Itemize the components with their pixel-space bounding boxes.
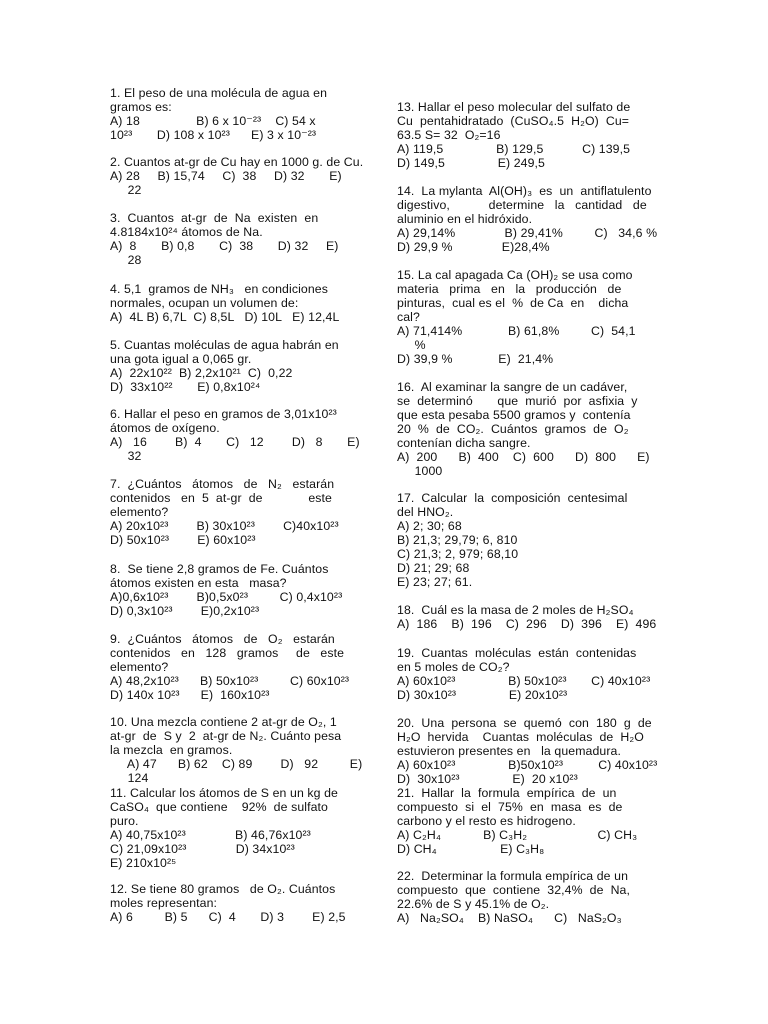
question-12-line: A) 6 B) 5 C) 4 D) 3 E) 2,5 xyxy=(110,910,346,924)
question-13-line: Cu pentahidratado (CuSO₄.5 H₂O) Cu= xyxy=(397,114,630,128)
question-22-line: A) Na₂SO₄ B) NaSO₄ C) NaS₂O₃ xyxy=(397,911,622,925)
question-17-line: B) 21,3; 29,79; 6, 810 xyxy=(397,533,518,547)
question-4-line: 4. 5,1 gramos de NH₃ en condiciones xyxy=(110,282,328,296)
question-14-line: D) 29,9 % E)28,4% xyxy=(397,240,550,254)
question-2-line: 22 xyxy=(110,183,142,197)
question-2-line: A) 28 B) 15,74 C) 38 D) 32 E) xyxy=(110,169,342,183)
question-16-line: se determinó que murió por asfixia y xyxy=(397,394,638,408)
question-8-line: D) 0,3x10²³ E)0,2x10²³ xyxy=(110,604,260,618)
question-20-line: A) 60x10²³ B)50x10²³ C) 40x10²³ xyxy=(397,758,658,772)
question-11-line: E) 210x10²⁵ xyxy=(110,856,177,870)
question-2-line: 2. Cuantos at-gr de Cu hay en 1000 g. de Cu. xyxy=(110,155,364,169)
question-10-line: A) 47 B) 62 C) 89 D) 92 E) xyxy=(110,757,363,771)
question-19-line: 19. Cuantas moléculas están contenidas xyxy=(397,646,637,660)
question-19-line: D) 30x10²³ E) 20x10²³ xyxy=(397,688,568,702)
question-17-line: D) 21; 29; 68 xyxy=(397,561,470,575)
question-16-line: A) 200 B) 400 C) 600 D) 800 E) xyxy=(397,450,650,464)
question-9-line: elemento? xyxy=(110,660,169,674)
question-9-line: 9. ¿Cuántos átomos de O₂ estarán xyxy=(110,632,335,646)
question-10-line: 10. Una mezcla contiene 2 at-gr de O₂, 1 xyxy=(110,715,337,729)
question-18-line: 18. Cuál es la masa de 2 moles de H₂SO₄ xyxy=(397,603,634,617)
question-15-line: materia prima en la producción de xyxy=(397,282,622,296)
question-8-line: átomos existen en esta masa? xyxy=(110,576,287,590)
question-8-line: 8. Se tiene 2,8 gramos de Fe. Cuántos xyxy=(110,562,329,576)
question-15-line: % xyxy=(397,338,426,352)
question-17-line: del HNO₂. xyxy=(397,505,454,519)
question-19-line: en 5 moles de CO₂? xyxy=(397,660,510,674)
question-17-line: C) 21,3; 2, 979; 68,10 xyxy=(397,547,519,561)
question-22-line: 22.6% de S y 45.1% de O₂. xyxy=(397,897,550,911)
question-12-line: 12. Se tiene 80 gramos de O₂. Cuántos xyxy=(110,882,336,896)
question-9-line: A) 48,2x10²³ B) 50x10²³ C) 60x10²³ xyxy=(110,674,350,688)
question-1-line: 1. El peso de una molécula de agua en xyxy=(110,86,328,100)
question-15-line: cal? xyxy=(397,310,420,324)
question-9-line: D) 140x 10²³ E) 160x10²³ xyxy=(110,688,270,702)
question-7-line: A) 20x10²³ B) 30x10²³ C)40x10²³ xyxy=(110,519,339,533)
question-10-line: la mezcla en gramos. xyxy=(110,743,233,757)
question-6-line: 32 xyxy=(110,449,142,463)
question-19-line: A) 60x10²³ B) 50x10²³ C) 40x10²³ xyxy=(397,674,651,688)
question-15-line: D) 39,9 % E) 21,4% xyxy=(397,352,554,366)
question-20-line: 20. Una persona se quemó con 180 g de xyxy=(397,716,652,730)
question-5-line: una gota igual a 0,065 gr. xyxy=(110,352,252,366)
question-17-line: A) 2; 30; 68 xyxy=(397,519,462,533)
question-5-line: 5. Cuantas moléculas de agua habrán en xyxy=(110,338,339,352)
question-11-line: A) 40,75x10²³ B) 46,76x10²³ xyxy=(110,828,311,842)
question-11-line: puro. xyxy=(110,814,139,828)
question-15-line: pinturas, cual es el % de Ca en dicha xyxy=(397,296,629,310)
question-21-line: carbono y el resto es hidrogeno. xyxy=(397,814,576,828)
question-10-line: 124 xyxy=(110,771,149,785)
question-20-line: D) 30x10²³ E) 20 x10²³ xyxy=(397,772,578,786)
question-3-line: A) 8 B) 0,8 C) 38 D) 32 E) xyxy=(110,239,339,253)
question-20-line: estuvieron presentes en la quemadura. xyxy=(397,744,622,758)
question-13-line: D) 149,5 E) 249,5 xyxy=(397,156,545,170)
question-4-line: normales, ocupan un volumen de: xyxy=(110,296,299,310)
question-21-line: A) C₂H₄ B) C₃H₂ C) CH₃ xyxy=(397,828,638,842)
question-18-line: A) 186 B) 196 C) 296 D) 396 E) 496 xyxy=(397,617,657,631)
question-7-line: D) 50x10²³ E) 60x10²³ xyxy=(110,533,256,547)
question-11-line: CaSO₄ que contiene 92% de sulfato xyxy=(110,800,328,814)
question-21-line: compuesto si el 75% en masa es de xyxy=(397,800,623,814)
question-6-line: A) 16 B) 4 C) 12 D) 8 E) xyxy=(110,435,360,449)
question-1-line: A) 18 B) 6 x 10⁻²³ C) 54 x xyxy=(110,114,316,128)
question-16-line: 1000 xyxy=(397,464,443,478)
question-21-line: D) CH₄ E) C₃H₈ xyxy=(397,842,545,856)
question-11-line: 11. Calcular los átomos de S en un kg de xyxy=(110,786,338,800)
question-3-line: 28 xyxy=(110,253,142,267)
question-17-line: 17. Calcular la composición centesimal xyxy=(397,491,628,505)
question-22-line: compuesto que contiene 32,4% de Na, xyxy=(397,883,631,897)
question-13-line: 13. Hallar el peso molecular del sulfato de xyxy=(397,100,631,114)
question-7-line: 7. ¿Cuántos átomos de N₂ estarán xyxy=(110,477,335,491)
question-21-line: 21. Hallar la formula empírica de un xyxy=(397,786,617,800)
question-8-line: A)0,6x10²³ B)0,5x0²³ C) 0,4x10²³ xyxy=(110,590,343,604)
question-6-line: átomos de oxígeno. xyxy=(110,421,220,435)
question-10-line: at-gr de S y 2 at-gr de N₂. Cuánto pesa xyxy=(110,729,342,743)
question-13-line: 63.5 S= 32 O₂=16 xyxy=(397,128,501,142)
question-14-line: 14. La mylanta Al(OH)₃ es un antiflatulento xyxy=(397,184,652,198)
question-7-line: elemento? xyxy=(110,505,169,519)
question-15-line: A) 71,414% B) 61,8% C) 54,1 xyxy=(397,324,636,338)
question-16-line: 20 % de CO₂. Cuántos gramos de O₂ xyxy=(397,422,629,436)
question-22-line: 22. Determinar la formula empírica de un xyxy=(397,869,629,883)
question-9-line: contenidos en 128 gramos de este xyxy=(110,646,345,660)
question-17-line: E) 23; 27; 61. xyxy=(397,575,473,589)
question-12-line: moles representan: xyxy=(110,896,218,910)
question-16-line: 16. Al examinar la sangre de un cadáver, xyxy=(397,380,628,394)
question-16-line: contenían dicha sangre. xyxy=(397,436,531,450)
question-14-line: digestivo, determine la cantidad de xyxy=(397,198,647,212)
question-1-line: 10²³ D) 108 x 10²³ E) 3 x 10⁻²³ xyxy=(110,128,317,142)
question-14-line: A) 29,14% B) 29,41% C) 34,6 % xyxy=(397,226,658,240)
question-20-line: H₂O hervida Cuantas moléculas de H₂O xyxy=(397,730,644,744)
question-6-line: 6. Hallar el peso en gramos de 3,01x10²³ xyxy=(110,407,337,421)
question-11-line: C) 21,09x10²³ D) 34x10²³ xyxy=(110,842,295,856)
question-16-line: que esta pesaba 5500 gramos y contenía xyxy=(397,408,631,422)
question-3-line: 4.8184x10²⁴ átomos de Na. xyxy=(110,225,263,239)
question-15-line: 15. La cal apagada Ca (OH)₂ se usa como xyxy=(397,268,633,282)
question-7-line: contenidos en 5 at-gr de este xyxy=(110,491,332,505)
question-13-line: A) 119,5 B) 129,5 C) 139,5 xyxy=(397,142,631,156)
question-14-line: aluminio en el hidróxido. xyxy=(397,212,533,226)
question-5-line: A) 22x10²² B) 2,2x10²¹ C) 0,22 xyxy=(110,366,293,380)
question-3-line: 3. Cuantos at-gr de Na existen en xyxy=(110,211,319,225)
question-1-line: gramos es: xyxy=(110,100,172,114)
question-4-line: A) 4L B) 6,7L C) 8,5L D) 10L E) 12,4L xyxy=(110,310,340,324)
question-5-line: D) 33x10²² E) 0,8x10²⁴ xyxy=(110,380,261,394)
